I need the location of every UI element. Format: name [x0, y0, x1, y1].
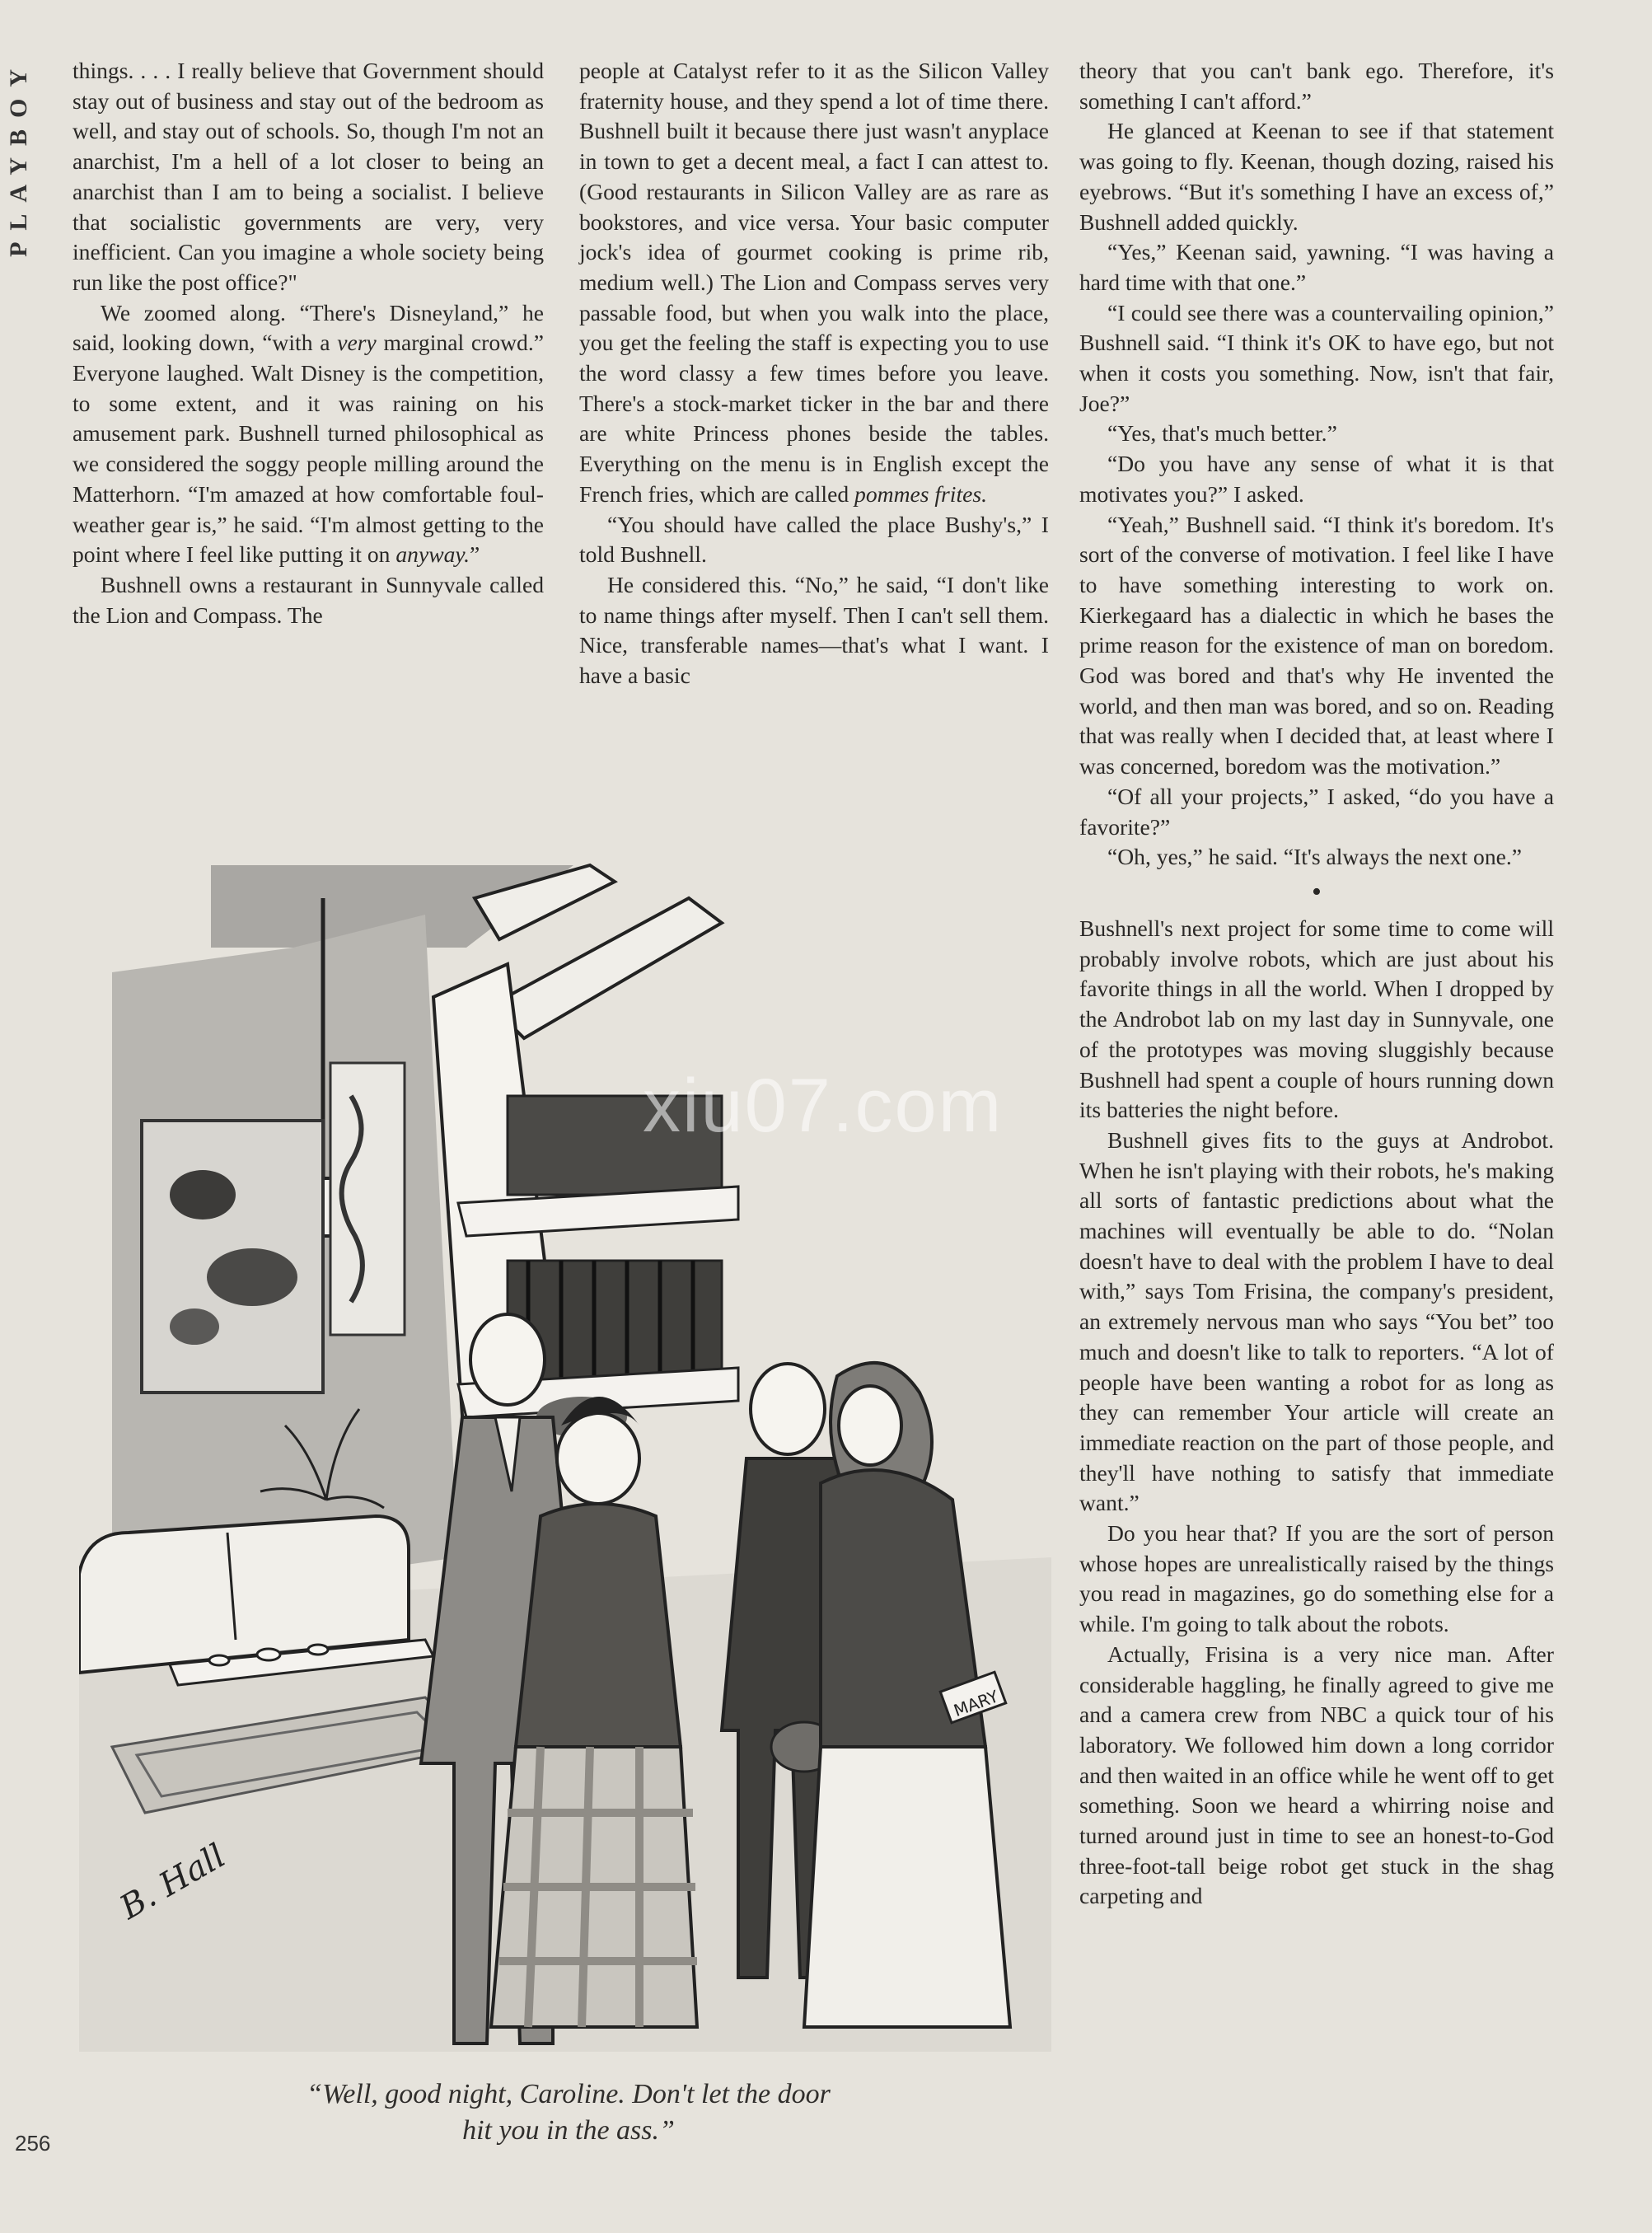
paragraph: Bushnell gives fits to the guys at Androbot. When he isn't playing with their robots, he's making all sorts of fantastic predictions about what the machines will eventually be able to do. “Nolan doesn't have to deal with the problem I have to deal with,” says Tom Frisina, the company's president, an extremely nervous man who says “You bet” too much and doesn't like to talk to reporters. “A lot of people have been wanting a robot for as long as they can remember Your article will create an immediate reaction on the part of those people, and they'll have nothing to satisfy that immediate want.” [1079, 1126, 1554, 1516]
paragraph: people at Catalyst refer to it as the Silicon Valley fraternity house, and they spend a lot of time there. Bushnell built it because there just wasn't anyplace in town to get a decent meal, a fact I can attest to. (Good restaurants in Silicon Valley are as rare as bookstores, and vice versa. Your basic computer jock's idea of gourmet cooking is prime rib, medium well.) The Lion and Compass serves very passable food, but when you walk into the place, you get the feeling the staff is expecting you to use the word classy a few times before you leave. There's a stock-market ticker in the bar and there are white Princess phones beside the tables. Everything on the menu is in English except the French fries, which are called pommes frites. [579, 58, 1049, 507]
paragraph: “Oh, yes,” he said. “It's always the next one.” [1107, 844, 1523, 870]
paragraph: “Yes, that's much better.” [1107, 420, 1337, 447]
text-column-2 [579, 56, 1049, 691]
paragraph: Actually, Frisina is a very nice man. After considerable haggling, he finally agreed to give me and a camera crew from NBC a quick tour of his laboratory. We followed him down a long corridor and then waited in an office while he went off to get something. Soon we heard a whirring noise and turned around just in time to see an honest-to-God three-foot-tall beige robot get stuck in the shag carpeting and [1079, 1641, 1554, 1909]
paragraph: “Yeah,” Bushnell said. “I think it's boredom. It's sort of the converse of motivation. I feel like I have to have something interesting to work on. Kierkegaard has a dialectic in which he bases the prime reason for the existence of man on boredom. God was bored and that's why He invented the world, and then man was bored, and so on. Reading that was really when I decided that, at least where I was concerned, boredom was the motivation.” [1079, 511, 1554, 779]
paragraph: “Yes,” Keenan said, yawning. “I was having a hard time with that one.” [1079, 239, 1554, 295]
artist-signature: B. Hall [114, 1837, 232, 1927]
paragraph: “Of all your projects,” I asked, “do you have a favorite?” [1079, 783, 1554, 840]
paragraph: Bushnell's next project for some time to come will probably involve robots, which are just about his favorite things in all the world. When I dropped by the Androbot lab on my last day in Sunnyvale, one of the prototypes was moving sluggishly because Bushnell had spent a couple of hours running down its batteries the night before. [1079, 915, 1554, 1123]
paragraph: He glanced at Keenan to see if that statement was going to fly. Keenan, though dozing, raised his eyebrows. “But it's something I have an excess of,” Bushnell added quickly. [1079, 118, 1554, 235]
paragraph: He considered this. “No,” he said, “I don't like to name things after myself. Then I can't sell them. Nice, transferable names—that's what I want. I have a basic [579, 571, 1049, 689]
watermark: xiu07.com [643, 1064, 1004, 1148]
section-break-bullet: • [1312, 876, 1322, 907]
paragraph: things. . . . I really believe that Government should stay out of business and stay out of the bedroom as well, and stay out of schools. So, though I'm not an anarchist, I'm a hell of a lot closer to being an anarchist than I am to being a socialist. I believe that socialistic governments are very, very inefficient. Can you imagine a whole society being run like the post office?" [73, 58, 544, 295]
cartoon-illustration [79, 849, 1051, 2052]
paragraph: theory that you can't bank ego. Therefore, it's something I can't afford.” [1079, 58, 1554, 114]
paragraph: “Do you have any sense of what it is that motivates you?” I asked. [1079, 451, 1554, 507]
paragraph: Bushnell owns a restaurant in Sunnyvale called the Lion and Compass. The [73, 571, 544, 628]
caption-line: hit you in the ass.” [462, 2115, 675, 2146]
cartoon-caption [157, 2076, 980, 2149]
paragraph: “I could see there was a countervailing opinion,” Bushnell said. “I think it's OK to have ego, but not when it costs you something. Now, isn't that fair, Joe?” [1079, 299, 1554, 416]
magazine-name: PLAYBOY [5, 58, 32, 257]
page-number: 256 [15, 2131, 51, 2156]
paragraph: We zoomed along. “There's Disneyland,” he said, looking down, “with a very marginal crowd.” Everyone laughed. Walt Disney is the competition, to some extent, and it was raining on his amusement park. Bushnell turned philosophical as we considered the soggy people milling around the Matterhorn. “I'm amazed at how comfortable foul-weather gear is,” he said. “I'm almost getting to the point where I feel like putting it on anyway.” [73, 299, 544, 568]
paragraph: “You should have called the place Bushy's,” I told Bushnell. [579, 511, 1049, 568]
paragraph: Do you hear that? If you are the sort of person whose hopes are unrealistically raised by the things you read in magazines, go do something else for a while. I'm going to talk about the robots. [1079, 1520, 1554, 1637]
text-column-1 [73, 56, 544, 630]
text-column-3 [1079, 56, 1554, 1912]
caption-line: “Well, good night, Caroline. Don't let the door [307, 2079, 831, 2109]
purse-lettering: MARY [951, 1686, 1001, 1721]
